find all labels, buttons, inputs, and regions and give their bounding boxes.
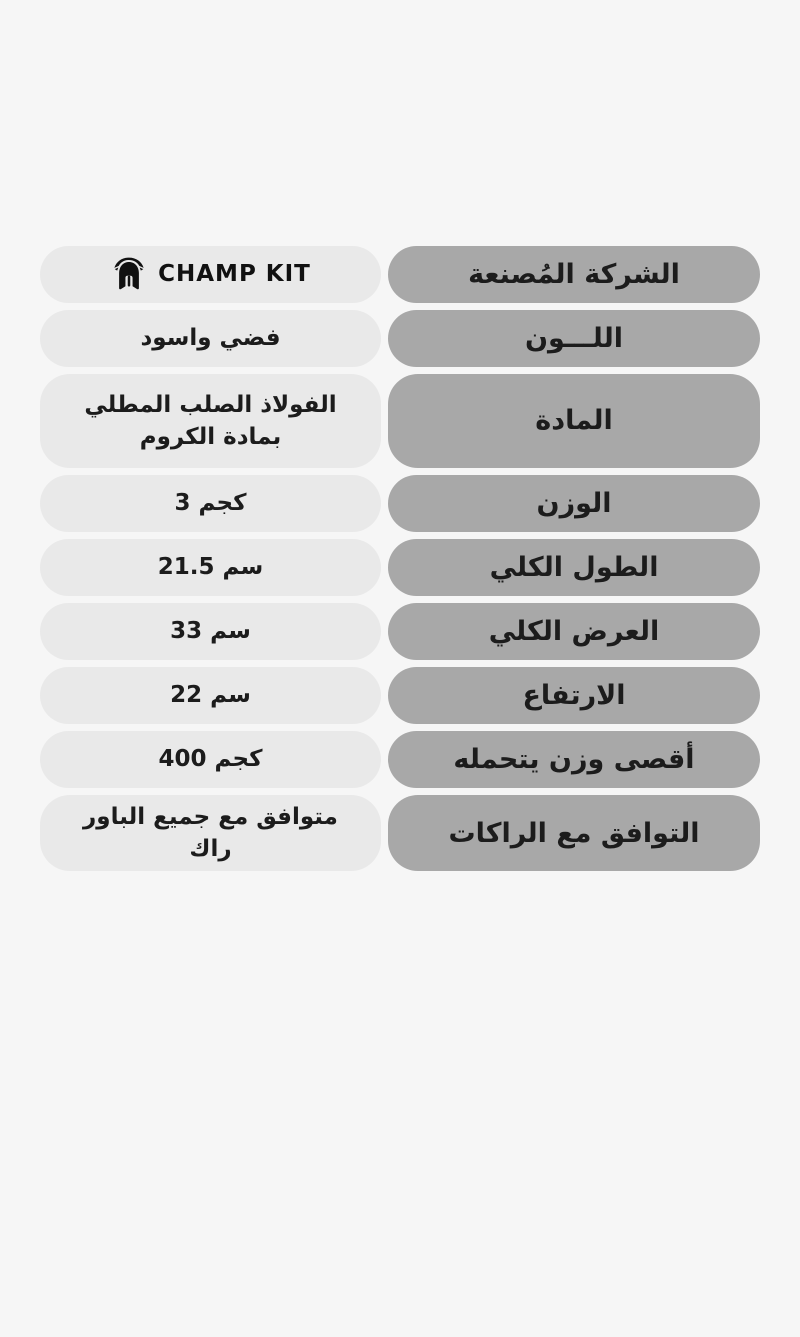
spec-row-max-load	[40, 731, 760, 788]
spec-label: العرض الكلي	[388, 603, 760, 660]
spec-value: 22 سم	[40, 667, 381, 724]
spec-table	[40, 246, 760, 871]
spec-row-rack-compatibility	[40, 795, 760, 871]
spec-value: متوافق مع جميع الباور راك	[40, 795, 381, 871]
spec-value: 33 سم	[40, 603, 381, 660]
spartan-helmet-icon	[110, 256, 148, 294]
spec-label: التوافق مع الراكات	[388, 795, 760, 871]
spec-value: 21.5 سم	[40, 539, 381, 596]
spec-value: فضي واسود	[40, 310, 381, 367]
spec-label: المادة	[388, 374, 760, 468]
spec-row-height	[40, 667, 760, 724]
spec-label: الارتفاع	[388, 667, 760, 724]
spec-value: 3 كجم	[40, 475, 381, 532]
spec-row-manufacturer	[40, 246, 760, 303]
spec-value: الفولاذ الصلب المطلي بمادة الكروم	[40, 374, 381, 468]
spec-row-total-length	[40, 539, 760, 596]
spec-label: الطول الكلي	[388, 539, 760, 596]
brand-name: CHAMP KIT	[158, 261, 311, 288]
spec-label: الوزن	[388, 475, 760, 532]
spec-label: اللـــون	[388, 310, 760, 367]
spec-row-material	[40, 374, 760, 468]
spec-label: الشركة المُصنعة	[388, 246, 760, 303]
spec-value	[40, 246, 381, 303]
spec-row-total-width	[40, 603, 760, 660]
brand-cell	[110, 256, 311, 294]
spec-row-color	[40, 310, 760, 367]
spec-label: أقصى وزن يتحمله	[388, 731, 760, 788]
spec-row-weight	[40, 475, 760, 532]
spec-value: 400 كجم	[40, 731, 381, 788]
